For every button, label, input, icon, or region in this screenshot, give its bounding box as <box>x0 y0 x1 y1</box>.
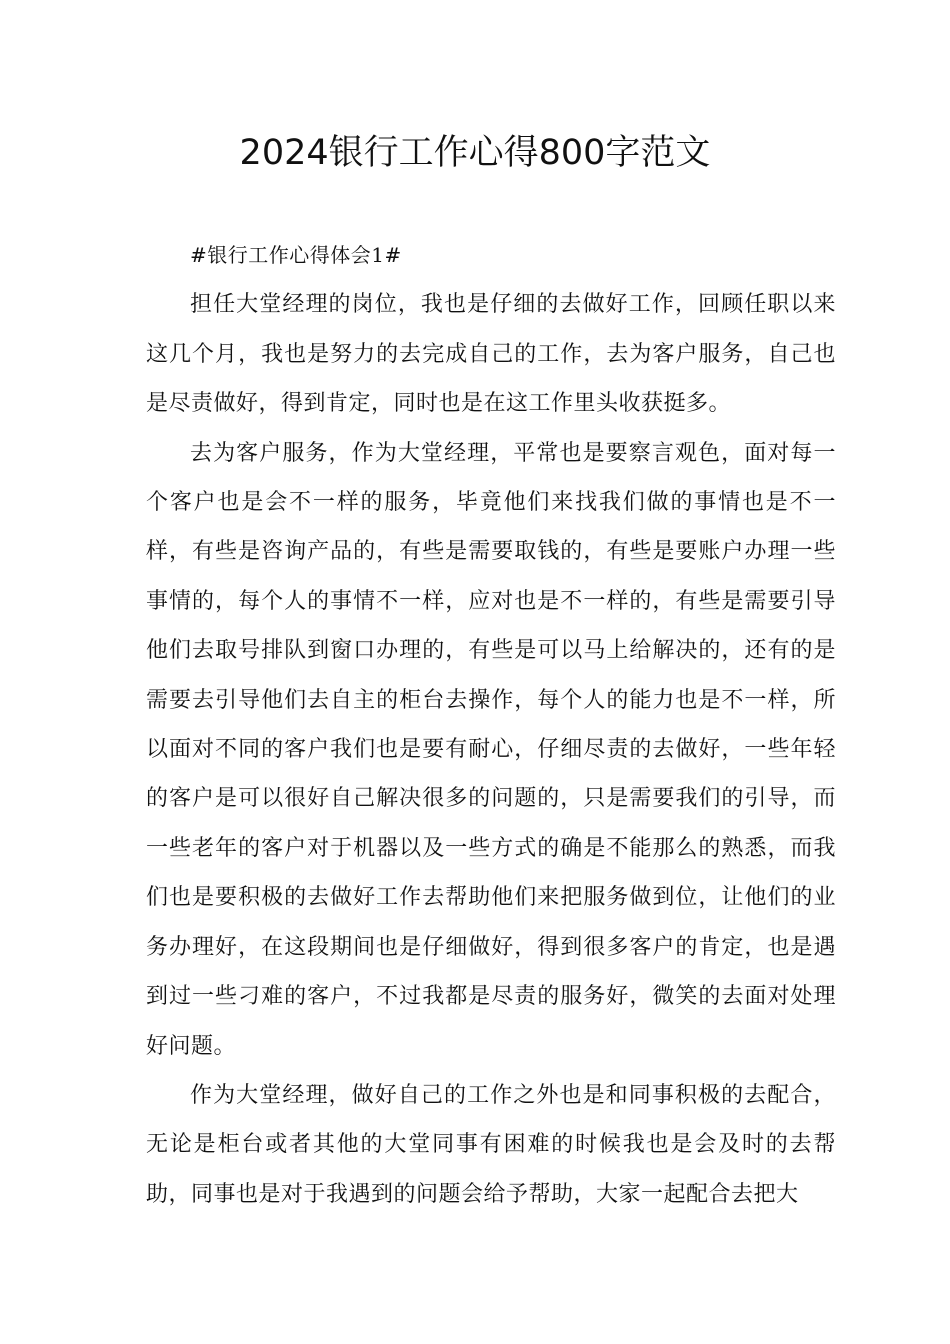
paragraph-1: 担任大堂经理的岗位，我也是仔细的去做好工作，回顾任职以来这几个月，我也是努力的去完成自己的工作，去为客户服务，自己也是尽责做好，得到肯定，同时也是在这工作里头收获挺多。 <box>146 292 836 417</box>
paragraph-2: 去为客户服务，作为大堂经理，平常也是要察言观色，面对每一个客户也是会不一样的服务，毕竟他们来找我们做的事情也是不一样，有些是咨询产品的，有些是需要取钱的，有些是要账户办理一些事情的，每个人的事情不一样，应对也是不一样的，有些是需要引导他们去取号排队到窗口办理的，有些是可以马上给解决的，还有的是需要去引导他们去自主的柜台去操作，每个人的能力也是不一样，所以面对不同的客户我们也是要有耐心，仔细尽责的去做好，一些年轻的客户是可以很好自己解决很多的问题的，只是需要我们的引导，而一些老年的客户对于机器以及一些方式的确是不能那么的熟悉，而我们也是要积极的去做好工作去帮助他们来把服务做到位，让他们的业务办理好，在这段期间也是仔细做好，得到很多客户的肯定，也是遇到过一些刁难的客户，不过我都是尽责的服务好，微笑的去面对处理好问题。 <box>146 440 836 1059</box>
document-body <box>146 231 836 1219</box>
document-title: 2024银行工作心得800字范文 <box>239 133 711 173</box>
section-heading: #银行工作心得体会1# <box>190 243 402 267</box>
paragraph-3: 作为大堂经理，做好自己的工作之外也是和同事积极的去配合，无论是柜台或者其他的大堂同事有困难的时候我也是会及时的去帮助，同事也是对于我遇到的问题会给予帮助，大家一起配合去把大 <box>146 1082 836 1207</box>
